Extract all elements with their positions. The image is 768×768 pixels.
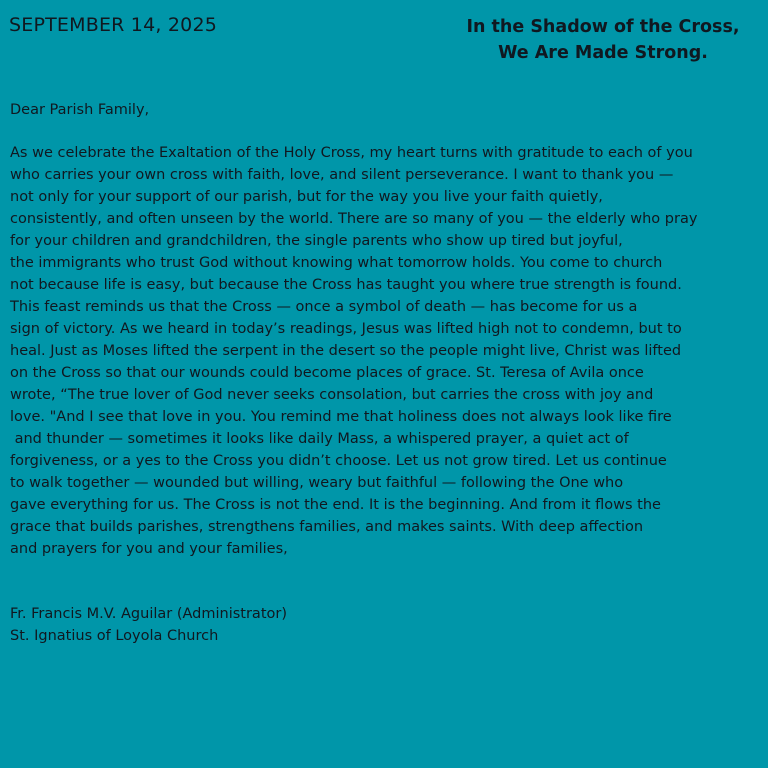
letter-line: consistently, and often unseen by the world. There are so many of you — the elderly who pray <box>10 211 698 227</box>
greeting: Dear Parish Family, <box>10 102 150 118</box>
page-title <box>440 14 766 66</box>
letter-line: and thunder — sometimes it looks like daily Mass, a whispered prayer, a quiet act of <box>10 431 629 447</box>
letter-line: sign of victory. As we heard in today’s readings, Jesus was lifted high not to condemn, but to <box>10 321 682 337</box>
letter-line: the immigrants who trust God without knowing what tomorrow holds. You come to church <box>10 255 663 271</box>
title-line-2: We Are Made Strong. <box>498 43 708 63</box>
signature-church: St. Ignatius of Loyola Church <box>10 628 219 644</box>
letter-line: As we celebrate the Exaltation of the Holy Cross, my heart turns with gratitude to each of you <box>10 145 693 161</box>
letter-line: wrote, “The true lover of God never seeks consolation, but carries the cross with joy and <box>10 387 654 403</box>
letter-body <box>10 142 697 560</box>
letter-line: not because life is easy, but because the Cross has taught you where true strength is found. <box>10 277 682 293</box>
title-line-1: In the Shadow of the Cross, <box>466 17 740 37</box>
date: SEPTEMBER 14, 2025 <box>9 14 218 36</box>
letter-line: on the Cross so that our wounds could become places of grace. St. Teresa of Avila once <box>10 365 644 381</box>
letter-line: heal. Just as Moses lifted the serpent in the desert so the people might live, Christ was lifted <box>10 343 682 359</box>
letter-line: for your children and grandchildren, the single parents who show up tired but joyful, <box>10 233 623 249</box>
letter-line: not only for your support of our parish, but for the way you live your faith quietly, <box>10 189 603 205</box>
signature-name: Fr. Francis M.V. Aguilar (Administrator) <box>10 606 287 622</box>
letter-line: This feast reminds us that the Cross — once a symbol of death — has become for us a <box>10 299 638 315</box>
letter-line: grace that builds parishes, strengthens families, and makes saints. With deep affection <box>10 519 644 535</box>
letter-line: to walk together — wounded but willing, weary but faithful — following the One who <box>10 475 624 491</box>
letter-line: forgiveness, or a yes to the Cross you didn’t choose. Let us not grow tired. Let us continue <box>10 453 667 469</box>
letter-line: who carries your own cross with faith, love, and silent perseverance. I want to thank you — <box>10 167 674 183</box>
letter-line: gave everything for us. The Cross is not the end. It is the beginning. And from it flows the <box>10 497 661 513</box>
letter-line: and prayers for you and your families, <box>10 541 288 557</box>
letter-line: love. "And I see that love in you. You remind me that holiness does not always look like fire <box>10 409 672 425</box>
signature <box>10 603 287 647</box>
